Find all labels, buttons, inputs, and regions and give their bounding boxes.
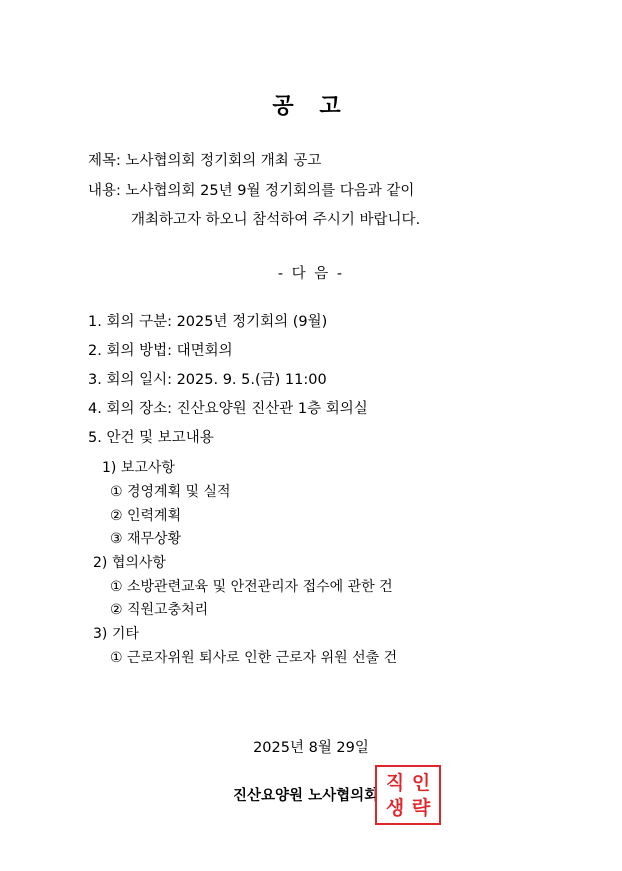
content-line-2: 개최하고자 하오니 참석하여 주시기 바랍니다.: [131, 212, 421, 228]
seal-char: 략: [411, 796, 431, 819]
other-item-1: ① 근로자위원 퇴사로 인한 근로자 위원 선출 건: [110, 650, 398, 666]
organization-name: 진산요양원 노사협의회: [233, 788, 379, 804]
agenda-item-3: 3. 회의 일시: 2025. 9. 5.(금) 11:00: [88, 372, 327, 388]
report-item-3: ③ 재무상황: [110, 531, 182, 547]
agenda-item-2: 2. 회의 방법: 대면회의: [88, 343, 233, 359]
section-heading: - 다 음 -: [277, 266, 345, 282]
content-line-1: 내용: 노사협의회 25년 9월 정기회의를 다음과 같이: [88, 183, 415, 199]
consult-item-2: ② 직원고충처리: [110, 602, 209, 618]
notice-title: 공 고: [272, 94, 350, 119]
seal-char: 생: [385, 796, 405, 819]
report-item-1: ① 경영계획 및 실적: [110, 484, 231, 500]
report-item-2: ② 인력계획: [110, 508, 182, 524]
seal-char: 인: [411, 771, 431, 794]
subject-line: 제목: 노사협의회 정기회의 개최 공고: [88, 153, 322, 169]
seal-char: 직: [385, 771, 405, 794]
agenda-item-1: 1. 회의 구분: 2025년 정기회의 (9월): [88, 314, 328, 330]
consult-item-1: ① 소방관련교육 및 안전관리자 접수에 관한 건: [110, 579, 393, 595]
notice-date: 2025년 8월 29일: [253, 740, 369, 756]
official-seal-stamp: [375, 765, 441, 825]
consult-section-title: 2) 협의사항: [93, 555, 166, 571]
agenda-item-5: 5. 안건 및 보고내용: [88, 430, 214, 446]
other-section-title: 3) 기타: [93, 626, 139, 642]
report-section-title: 1) 보고사항: [102, 460, 175, 476]
agenda-item-4: 4. 회의 장소: 진산요양원 진산관 1층 회의실: [88, 401, 368, 417]
